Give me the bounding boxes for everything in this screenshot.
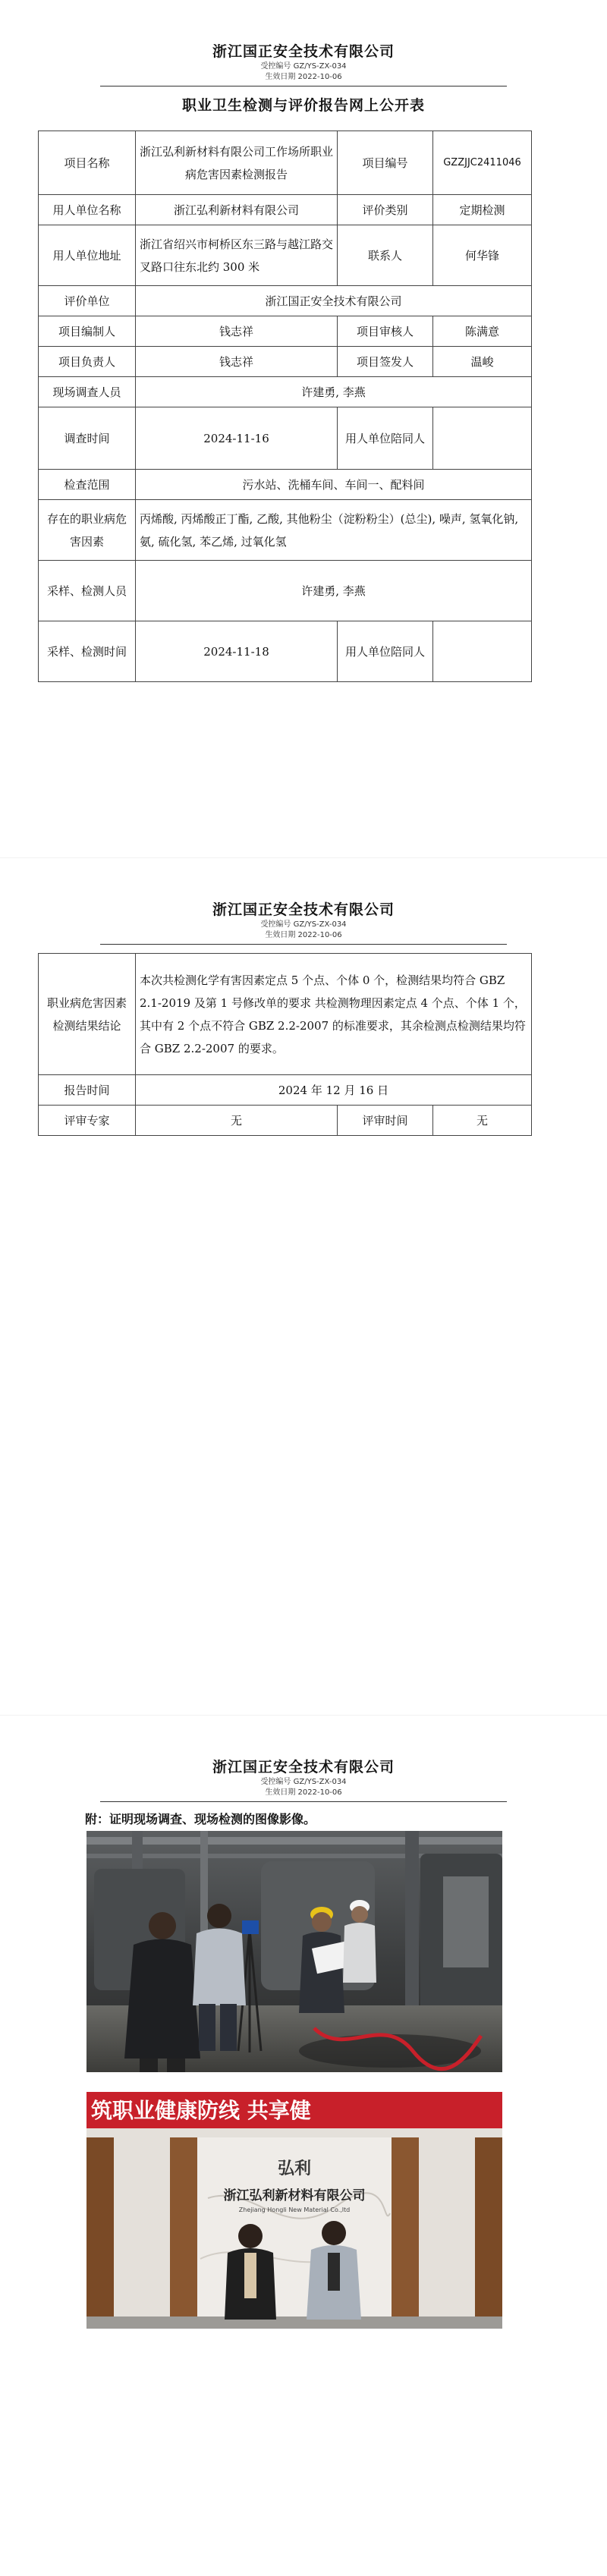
cell-value: 陈满意: [433, 316, 532, 347]
effective-date: 生效日期 2022-10-06: [265, 931, 342, 939]
page-1: [0, 0, 607, 857]
site-photo: [86, 1831, 502, 2072]
table-row: [39, 470, 532, 500]
company-signage-image: [86, 2092, 502, 2329]
cell-label: 项目名称: [39, 131, 136, 195]
cell-label: 用人单位地址: [39, 225, 136, 286]
cell-label: 项目编制人: [39, 316, 136, 347]
cell-value: 浙江弘利新材料有限公司工作场所职业病危害因素检测报告: [136, 131, 338, 195]
doc-code: 受控编号 GZ/YS-ZX-034: [260, 62, 347, 71]
cell-label: 评价单位: [39, 286, 136, 316]
header-rule: [100, 944, 507, 945]
cell-value: GZZJJC2411046: [433, 131, 532, 195]
cell-label: 职业病危害因素检测结果结论: [39, 954, 136, 1075]
cell-value: 2024 年 12 月 16 日: [136, 1075, 532, 1106]
table-row: [39, 1106, 532, 1136]
cell-label: 调查时间: [39, 407, 136, 470]
doc-code: 受控编号 GZ/YS-ZX-034: [260, 1778, 347, 1786]
company-photo: [86, 2092, 502, 2329]
table-row: [39, 407, 532, 470]
page-3: [0, 1715, 607, 2576]
cell-label: 项目签发人: [338, 347, 433, 377]
cell-value: 浙江省绍兴市柯桥区东三路与越江路交叉路口往东北约 300 米: [136, 225, 338, 286]
cell-value: 丙烯酸, 丙烯酸正丁酯, 乙酸, 其他粉尘（淀粉粉尘）(总尘), 噪声, 氢氧化钠, 氨, 硫化氢, 苯乙烯, 过氧化氢: [136, 500, 532, 561]
cell-value: 浙江国正安全技术有限公司: [136, 286, 532, 316]
cell-label: 采样、检测人员: [39, 561, 136, 621]
company-logo: 弘利: [277, 2159, 312, 2178]
effective-date: 生效日期 2022-10-06: [265, 1788, 342, 1797]
cell-value: [433, 407, 532, 470]
table-row: [39, 377, 532, 407]
table-row: [39, 1075, 532, 1106]
cell-label: 项目审核人: [338, 316, 433, 347]
cell-label: 用人单位名称: [39, 195, 136, 225]
cell-label: 用人单位陪同人: [338, 407, 433, 470]
sign-company-name: 浙江弘利新材料有限公司: [223, 2188, 366, 2203]
cell-label: 检查范围: [39, 470, 136, 500]
cell-label: 评审时间: [338, 1106, 433, 1136]
table-row: [39, 954, 532, 1075]
attachment-note: 附：证明现场调查、现场检测的图像影像。: [85, 1812, 316, 1826]
table-row: [39, 131, 532, 195]
cell-value: 本次共检测化学有害因素定点 5 个点、个体 0 个，检测结果均符合 GBZ 2.1-2019 及第 1 号修改单的要求 共检测物理因素定点 4 个点、个体 1 个，其中有 2 个点不符合 GBZ 2.2-2007 的标准要求，其余检测点检测结果均符合 GBZ 2.2-2007 的要求。: [136, 954, 532, 1075]
table-row: [39, 225, 532, 286]
cell-value: 污水站、洗桶车间、车间一、配料间: [136, 470, 532, 500]
cell-label: 项目编号: [338, 131, 433, 195]
doc-code: 受控编号 GZ/YS-ZX-034: [260, 920, 347, 929]
cell-value: 钱志祥: [136, 347, 338, 377]
cell-label: 评价类别: [338, 195, 433, 225]
table-row: [39, 621, 532, 682]
page-header: [0, 900, 607, 945]
sign-english-name: Zhejiang Hongli New Material Co.,ltd: [238, 2206, 351, 2213]
cell-value: [433, 621, 532, 682]
page-header: [0, 42, 607, 86]
cell-label: 联系人: [338, 225, 433, 286]
cell-value: 钱志祥: [136, 316, 338, 347]
cell-value: 2024-11-18: [136, 621, 338, 682]
cell-value: 无: [136, 1106, 338, 1136]
page-header: [0, 1757, 607, 1802]
cell-label: 报告时间: [39, 1075, 136, 1106]
table-row: [39, 286, 532, 316]
header-rule: [100, 1801, 507, 1802]
page-2: [0, 857, 607, 1715]
doc-title: 职业卫生检测与评价报告网上公开表: [181, 97, 425, 114]
company-name: 浙江国正安全技术有限公司: [212, 901, 395, 918]
cell-label: 评审专家: [39, 1106, 136, 1136]
cell-label: 采样、检测时间: [39, 621, 136, 682]
company-name: 浙江国正安全技术有限公司: [212, 43, 395, 60]
conclusion-table: [38, 953, 532, 1136]
cell-label: 项目负责人: [39, 347, 136, 377]
cell-value: 无: [433, 1106, 532, 1136]
cell-value: 浙江弘利新材料有限公司: [136, 195, 338, 225]
slogan-text: 筑职业健康防线 共享健: [91, 2098, 311, 2123]
cell-value: 许建勇, 李燕: [136, 377, 532, 407]
table-row: [39, 500, 532, 561]
cell-label: 用人单位陪同人: [338, 621, 433, 682]
effective-date: 生效日期 2022-10-06: [265, 73, 342, 81]
table-row: [39, 316, 532, 347]
cell-value: 何华锋: [433, 225, 532, 286]
table-row: [39, 195, 532, 225]
cell-label: 存在的职业病危害因素: [39, 500, 136, 561]
cell-value: 许建勇, 李燕: [136, 561, 532, 621]
cell-value: 温峻: [433, 347, 532, 377]
cell-value: 2024-11-16: [136, 407, 338, 470]
cell-value: 定期检测: [433, 195, 532, 225]
company-name: 浙江国正安全技术有限公司: [212, 1759, 395, 1776]
table-row: [39, 561, 532, 621]
table-row: [39, 347, 532, 377]
disclosure-table: [38, 131, 532, 682]
cell-label: 现场调查人员: [39, 377, 136, 407]
workshop-scene-image: [86, 1831, 502, 2072]
